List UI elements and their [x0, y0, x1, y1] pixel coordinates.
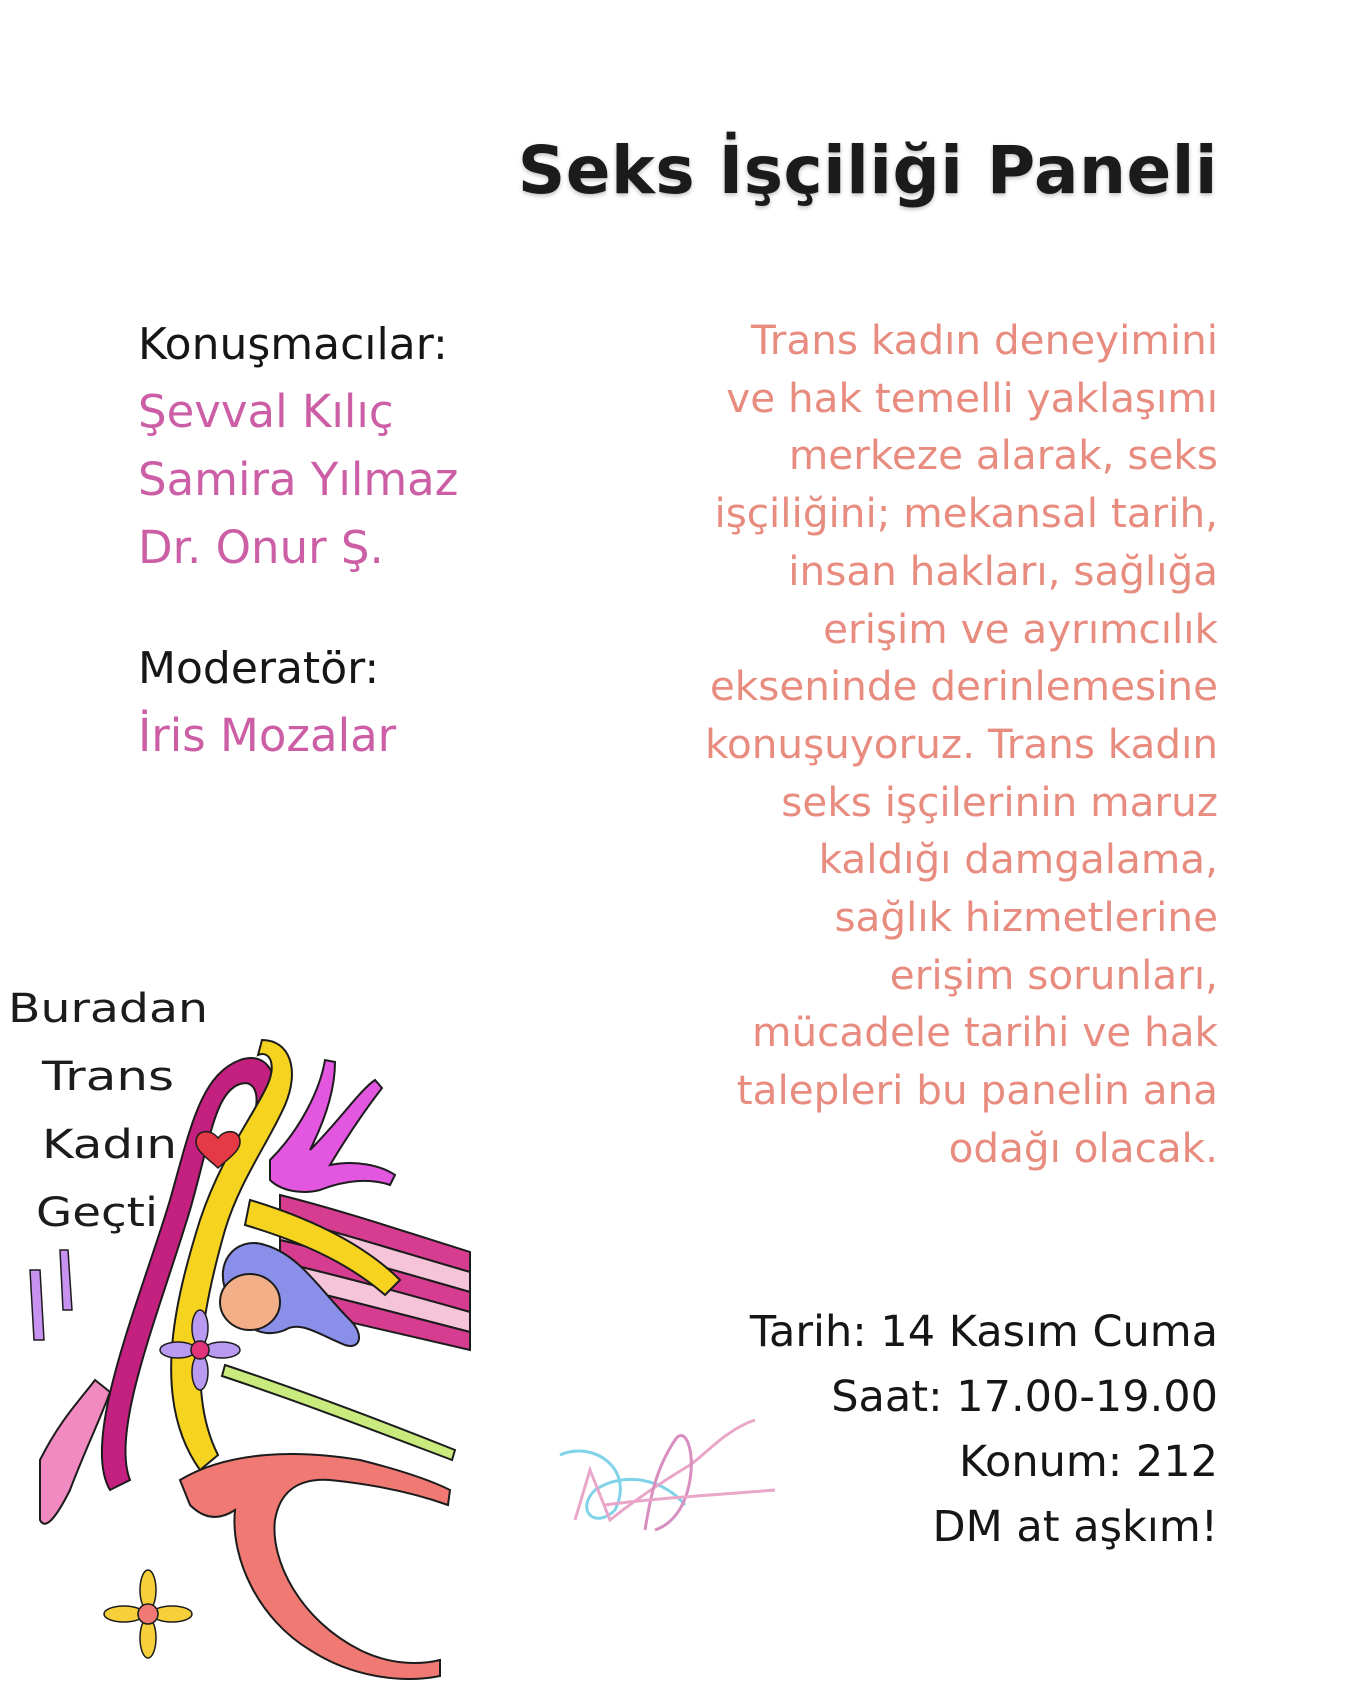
speakers-section — [138, 312, 558, 770]
description-line: işçiliğini; mekansal tarih, — [714, 489, 1218, 538]
event-time: Saat: 17.00-19.00 — [831, 1372, 1218, 1422]
caption-word: Geçti — [36, 1190, 158, 1236]
description-line: Trans kadın deneyimini — [750, 316, 1218, 364]
description-line: merkeze alarak, seks — [788, 431, 1218, 480]
description-line: erişim ve ayrımcılık — [823, 604, 1218, 653]
page-title: Seks İşçiliği Paneli — [517, 132, 1218, 209]
panel-description — [658, 312, 1218, 1178]
event-location: Konum: 212 — [959, 1437, 1218, 1487]
speakers-label: Konuşmacılar: — [138, 319, 448, 370]
description-line: erişim sorunları, — [889, 950, 1218, 999]
scribble-logo — [555, 1410, 795, 1540]
speaker-name: Samira Yılmaz — [138, 453, 459, 506]
description-line: kaldığı damgalama, — [818, 835, 1218, 884]
caption-word: Buradan — [8, 986, 208, 1032]
illustration-buradan-trans-kadin-gecti — [0, 960, 500, 1688]
speaker-name: Şevval Kılıç — [138, 385, 394, 438]
description-line: odağı olacak. — [948, 1123, 1218, 1172]
description-line: mücadele tarihi ve hak — [752, 1008, 1218, 1057]
description-line: ve hak temelli yaklaşımı — [726, 373, 1218, 422]
caption-word: Kadın — [42, 1122, 177, 1168]
event-contact: DM at aşkım! — [932, 1502, 1218, 1552]
moderator-label: Moderatör: — [138, 643, 380, 694]
description-line: sağlık hizmetlerine — [834, 893, 1218, 942]
speaker-name: Dr. Onur Ş. — [138, 521, 384, 574]
description-line: insan hakları, sağlığa — [788, 546, 1218, 595]
description-line: ekseninde derinlemesine — [709, 662, 1218, 711]
description-line: talepleri bu panelin ana — [736, 1066, 1218, 1115]
description-line: seks işçilerinin maruz — [781, 777, 1218, 826]
caption-word: Trans — [40, 1054, 174, 1100]
description-line: konuşuyoruz. Trans kadın — [704, 719, 1218, 768]
event-info — [750, 1300, 1218, 1560]
event-date: Tarih: 14 Kasım Cuma — [749, 1307, 1218, 1357]
moderator-name: İris Mozalar — [138, 709, 397, 762]
